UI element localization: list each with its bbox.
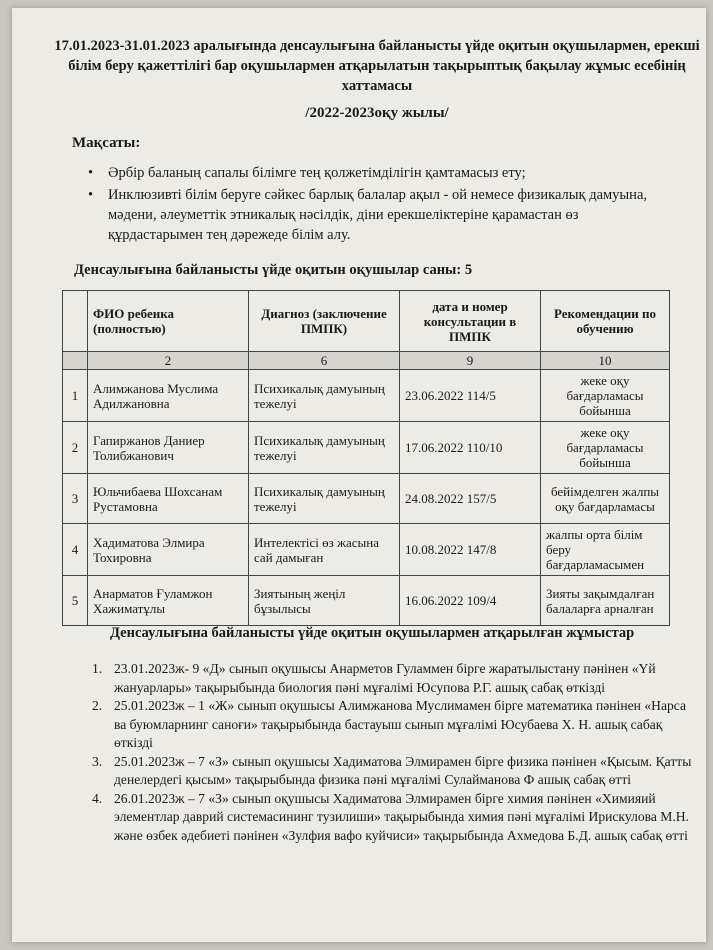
cell-recommendation: жеке оқу бағдарламасы бойынша	[541, 370, 670, 422]
work-item-number: 3.	[92, 753, 103, 769]
work-item	[92, 790, 692, 846]
students-table	[62, 290, 670, 626]
cell-consultation: 24.08.2022 157/5	[400, 474, 541, 524]
header-cell-recommendations: Рекомендации по обучению	[541, 291, 670, 352]
goals-heading: Мақсаты:	[72, 135, 141, 151]
table-row	[63, 474, 670, 524]
table-row	[63, 524, 670, 576]
cell-recommendation: жалпы орта білім беру бағдарламасымен	[541, 524, 670, 576]
table-row	[63, 422, 670, 474]
column-number-row	[63, 352, 670, 370]
work-item	[92, 697, 692, 753]
column-number	[63, 352, 88, 370]
table-row	[63, 370, 670, 422]
goal-item: • Әрбір баланың сапалы білімге тең қолжетімділігін қамтамасыз ету;	[88, 163, 673, 183]
column-number: 2	[88, 352, 249, 370]
works-list	[92, 660, 692, 845]
work-item-text: 26.01.2023ж – 7 «З» сынып оқушысы Хадиматова Элмирамен бірге химия пәнінен «Химияий элементлар даврий системасининг тузилиши» тақырыбында химия пәні мұғалімі Ирискулова М.Н. және өзбек әдебиеті пәнінен «Зулфия вафо куйчиси» тақырыбында Ахмедова Б.Д. ашық сабақ өтті	[114, 790, 689, 843]
works-heading: Денсаулығына байланысты үйде оқитын оқушылармен атқарылған жұмыстар	[110, 625, 635, 641]
cell-recommendation: бейімделген жалпы оқу бағдарламасы	[541, 474, 670, 524]
work-item	[92, 753, 692, 790]
cell-recommendation: жеке оқу бағдарламасы бойынша	[541, 422, 670, 474]
row-number: 1	[63, 370, 88, 422]
academic-year: /2022-2023оқу жылы/	[305, 105, 449, 121]
cell-diagnosis: Интелектісі өз жасына сай дамыған	[249, 524, 400, 576]
header-cell-number	[63, 291, 88, 352]
cell-consultation: 16.06.2022 109/4	[400, 576, 541, 626]
cell-diagnosis: Психикалық дамуының тежелуі	[249, 474, 400, 524]
work-item-text: 25.01.2023ж – 7 «З» сынып оқушысы Хадиматова Элмирамен бірге физика пәнінен «Қысым. Қатты денелердегі қысым» тақырыбында физика пәні мұғалімі Сулайманова Ф ашық сабақ өтті	[114, 753, 692, 787]
header-cell-consultation: дата и номер консультации в ПМПК	[400, 291, 541, 352]
table-header-row	[63, 291, 670, 352]
cell-diagnosis: Психикалық дамуының тежелуі	[249, 370, 400, 422]
goals-list	[88, 163, 673, 247]
work-item-number: 1.	[92, 661, 103, 676]
work-item-number: 4.	[92, 790, 103, 806]
work-item-number: 2.	[92, 698, 103, 713]
cell-consultation: 23.06.2022 114/5	[400, 370, 541, 422]
column-number: 10	[541, 352, 670, 370]
cell-fio: Хадиматова Элмира Тохировна	[88, 524, 249, 576]
row-number: 5	[63, 576, 88, 626]
work-item-text: 25.01.2023ж – 1 «Ж» сынып оқушысы Алимжанова Муслимамен бірге математика пәнінен «Нарса ва буюмларнинг саноғи» тақырыбында бастауыш сынып мұғалімі Юсубаева Х. Н. ашық сабақ өткізді	[114, 698, 687, 750]
header-cell-fio: ФИО ребенка (полностью)	[88, 291, 249, 352]
row-number: 4	[63, 524, 88, 576]
cell-fio: Гапиржанов Даниер Толибжанович	[88, 422, 249, 474]
work-item-text: 23.01.2023ж- 9 «Д» сынып оқушысы Анарметов Гуламмен бірге жаратылыстану пәнінен «Үй жануарлары» тақырыбында биология пәні мұғалімі Юсупова Р.Г. ашық сабақ өткізді	[114, 661, 656, 695]
cell-diagnosis: Психикалық дамуының тежелуі	[249, 422, 400, 474]
table-row	[63, 576, 670, 626]
document-page	[12, 8, 706, 942]
column-number: 9	[400, 352, 541, 370]
student-count-line: Денсаулығына байланысты үйде оқитын оқушылар саны: 5	[74, 262, 473, 278]
cell-fio: Юльчибаева Шохсанам Рустамовна	[88, 474, 249, 524]
document-title: 17.01.2023-31.01.2023 аралығында денсаулығына байланысты үйде оқитын оқушылармен, ерекші білім беру қажеттілігі бар оқушылармен атқарылатын тақырыптық бақылау жұмыс есебінің хаттамасы	[54, 38, 700, 94]
row-number: 2	[63, 422, 88, 474]
row-number: 3	[63, 474, 88, 524]
cell-diagnosis: Зиятының жеңіл бұзылысы	[249, 576, 400, 626]
work-item	[92, 660, 692, 697]
cell-consultation: 17.06.2022 110/10	[400, 422, 541, 474]
goal-item: • Инклюзивті білім беруге сәйкес барлық балалар ақыл - ой немесе физикалық дамуына, мәдени, әлеуметтік этникалық нәсілдік, діни ерекшеліктеріне қарамастан өз құрдастарымен тең дәрежеде білім алу.	[88, 185, 673, 245]
cell-fio: Анарматов Ғуламжон Хажиматұлы	[88, 576, 249, 626]
cell-fio: Алимжанова Муслима Адилжановна	[88, 370, 249, 422]
column-number: 6	[249, 352, 400, 370]
header-cell-diagnosis: Диагноз (заключение ПМПК)	[249, 291, 400, 352]
cell-recommendation: Зияты зақымдалған балаларға арналған	[541, 576, 670, 626]
cell-consultation: 10.08.2022 147/8	[400, 524, 541, 576]
